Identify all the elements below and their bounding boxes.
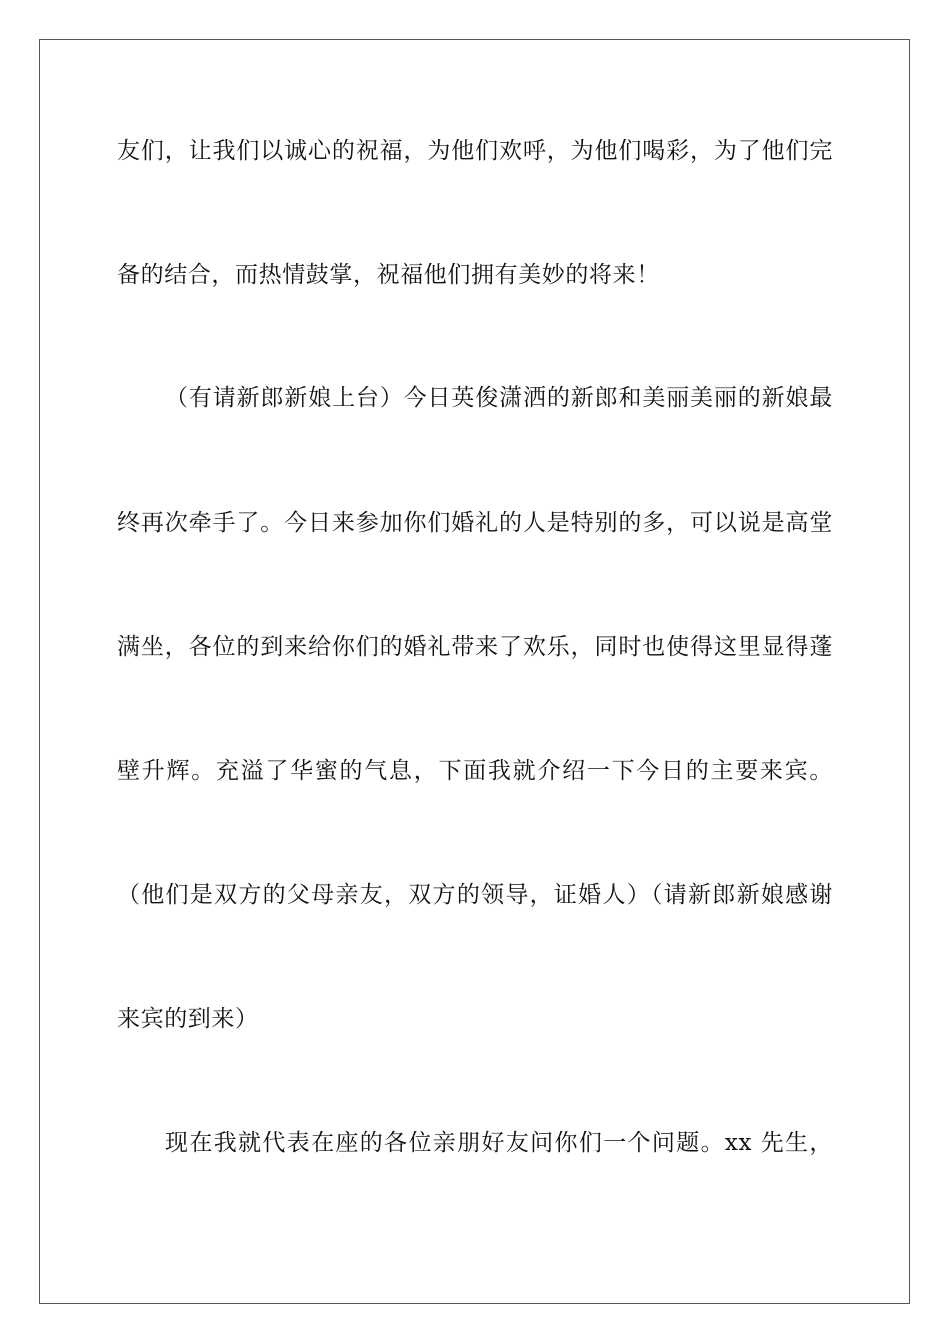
text-line: （他们是双方的父母亲友，双方的领导，证婚人）（请新郎新娘感谢 <box>117 882 833 908</box>
text-line: 满坐，各位的到来给你们的婚礼带来了欢乐，同时也使得这里显得蓬 <box>117 634 833 660</box>
text-line: 终再次牵手了。今日来参加你们婚礼的人是特别的多，可以说是高堂 <box>117 510 833 536</box>
text-line: （有请新郎新娘上台）今日英俊潇洒的新郎和美丽美丽的新娘最 <box>165 385 833 411</box>
text-line: 来宾的到来） <box>117 1006 259 1032</box>
text-line: 备的结合，而热情鼓掌，祝福他们拥有美妙的将来！ <box>117 262 660 288</box>
text-line: 友们，让我们以诚心的祝福，为他们欢呼，为他们喝彩，为了他们完 <box>117 138 833 164</box>
text-line: 现在我就代表在座的各位亲朋好友问你们一个问题。xx 先生， <box>165 1130 833 1156</box>
page-border <box>39 39 910 1304</box>
text-line: 壁升辉。充溢了华蜜的气息，下面我就介绍一下今日的主要来宾。 <box>117 758 833 784</box>
